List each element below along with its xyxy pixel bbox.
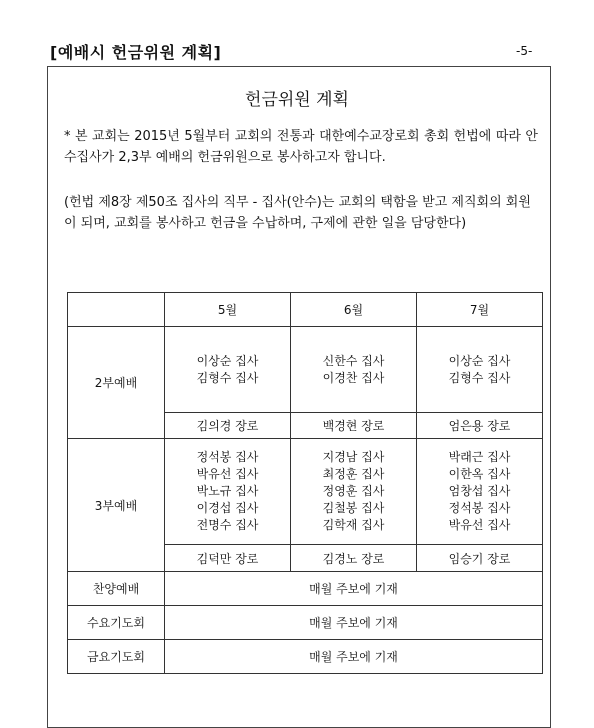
- elder-cell: 김경노 장로: [291, 545, 417, 572]
- elder-cell: 김덕만 장로: [165, 545, 291, 572]
- month-header: 5월: [165, 293, 291, 327]
- table-row: [68, 439, 543, 545]
- deacon-name: 박노규 집사: [196, 484, 259, 498]
- service-label: 찬양예배: [68, 572, 165, 606]
- schedule-note: 매월 주보에 기재: [165, 606, 543, 640]
- deacon-name: 신한수 집사: [322, 353, 385, 368]
- deacon-name: 엄창섭 집사: [448, 484, 511, 498]
- table-row: [68, 327, 543, 413]
- deacon-name: 이상순 집사: [448, 353, 511, 368]
- deacon-name: 박유선 집사: [448, 518, 511, 532]
- deacon-name: 이상순 집사: [196, 353, 259, 368]
- deacon-name: 정영훈 집사: [322, 484, 385, 498]
- page-number: -5-: [516, 44, 533, 58]
- deacon-name: 정석봉 집사: [448, 501, 511, 515]
- deacon-name: 정석봉 집사: [196, 450, 259, 464]
- elder-cell: 백경현 장로: [291, 413, 417, 439]
- service-label: 수요기도회: [68, 606, 165, 640]
- elder-cell: 엄은용 장로: [417, 413, 543, 439]
- month-header: 7월: [417, 293, 543, 327]
- month-header-row: [68, 293, 543, 327]
- elder-cell: 임승기 장로: [417, 545, 543, 572]
- constitution-note: (헌법 제8장 제50조 집사의 직무 - 집사(안수)는 교회의 택함을 받고 제직회의 회원이 되며, 교회를 봉사하고 헌금을 수납하며, 구제에 관한 일을 담당한다): [64, 195, 531, 231]
- deacon-cell: [417, 439, 543, 545]
- schedule-note: 매월 주보에 기재: [165, 640, 543, 674]
- deacon-cell: [291, 439, 417, 545]
- deacon-name: 김철봉 집사: [322, 501, 385, 515]
- deacon-name: 김학재 집사: [322, 518, 385, 532]
- deacon-cell: [291, 327, 417, 413]
- deacon-name: 지경남 집사: [322, 450, 385, 464]
- table-row: [68, 606, 543, 640]
- month-header: 6월: [291, 293, 417, 327]
- deacon-cell: [165, 327, 291, 413]
- offering-schedule-table: [67, 292, 543, 674]
- deacon-name: 이경찬 집사: [322, 370, 385, 385]
- service-label: 3부예배: [68, 439, 165, 572]
- elder-cell: 김의경 장로: [165, 413, 291, 439]
- deacon-name: 김형수 집사: [196, 370, 259, 385]
- deacon-cell: [165, 439, 291, 545]
- corner-cell: [68, 293, 165, 327]
- deacon-name: 이한옥 집사: [448, 467, 511, 481]
- service-label: 2부예배: [68, 327, 165, 439]
- section-header: [예배시 헌금위원 계획]: [50, 43, 222, 62]
- document-title: 헌금위원 계획: [245, 90, 349, 110]
- deacon-cell: [417, 327, 543, 413]
- table-row: [68, 640, 543, 674]
- deacon-name: 최정훈 집사: [322, 467, 385, 481]
- deacon-name: 이경섭 집사: [196, 501, 259, 515]
- deacon-name: 박래근 집사: [448, 450, 511, 464]
- intro-paragraph: * 본 교회는 2015년 5월부터 교회의 전통과 대한예수교장로회 총회 헌법에 따라 안수집사가 2,3부 예배의 헌금위원으로 봉사하고자 합니다.: [64, 129, 538, 165]
- deacon-name: 전명수 집사: [196, 518, 259, 532]
- table-row: [68, 572, 543, 606]
- schedule-note: 매월 주보에 기재: [165, 572, 543, 606]
- deacon-name: 박유선 집사: [196, 467, 259, 481]
- deacon-name: 김형수 집사: [448, 370, 511, 385]
- service-label: 금요기도회: [68, 640, 165, 674]
